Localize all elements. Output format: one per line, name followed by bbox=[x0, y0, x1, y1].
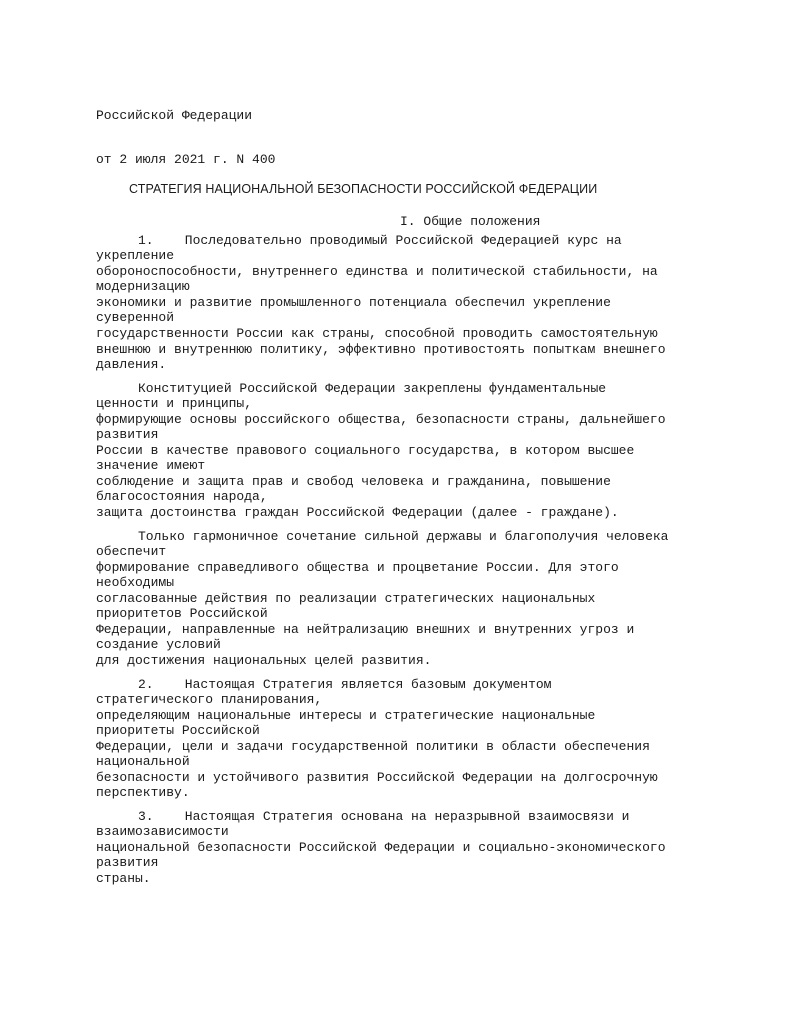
text-line: Федерации, направленные на нейтрализацию внешних и внутренних угроз и bbox=[96, 622, 635, 637]
text-line: обороноспособности, внутреннего единства и политической стабильности, на bbox=[96, 264, 658, 279]
text-line: России в качестве правового социального государства, в котором высшее bbox=[96, 443, 635, 458]
text-line: Конституцией Российской Федерации закреплены фундаментальные bbox=[138, 381, 607, 396]
text-line: развития bbox=[96, 427, 159, 442]
text-line: создание условий bbox=[96, 637, 221, 652]
text-line: формирование справедливого общества и процветание России. Для этого bbox=[96, 560, 619, 575]
issuer-line: Российской Федерации bbox=[96, 108, 253, 123]
text-line: взаимозависимости bbox=[96, 824, 229, 839]
text-line: экономики и развитие промышленного потенциала обеспечил укрепление bbox=[96, 295, 611, 310]
text-line: ценности и принципы, bbox=[96, 396, 253, 411]
text-line: модернизацию bbox=[96, 279, 190, 294]
text-line: суверенной bbox=[96, 310, 175, 325]
text-line: давления. bbox=[96, 357, 167, 372]
text-line: внешнюю и внутреннюю политику, эффективно противостоять попыткам внешнего bbox=[96, 342, 666, 357]
text-line: государственности России как страны, способной проводить самостоятельную bbox=[96, 326, 658, 341]
date-number-line: от 2 июля 2021 г. N 400 bbox=[96, 152, 276, 167]
text-line: страны. bbox=[96, 871, 151, 886]
text-line: благосостояния народа, bbox=[96, 489, 268, 504]
text-line: приоритеты Российской bbox=[96, 723, 260, 738]
text-line: защита достоинства граждан Российской Федерации (далее - граждане). bbox=[96, 505, 619, 520]
text-line: 1. Последовательно проводимый Российской Федерацией курс на bbox=[138, 233, 622, 248]
text-line: соблюдение и защита прав и свобод человека и гражданина, повышение bbox=[96, 474, 611, 489]
document-title: СТРАТЕГИЯ НАЦИОНАЛЬНОЙ БЕЗОПАСНОСТИ РОССИЙСКОЙ ФЕДЕРАЦИИ bbox=[129, 182, 598, 196]
text-line: Федерации, цели и задачи государственной политики в области обеспечения bbox=[96, 739, 650, 754]
text-line: формирующие основы российского общества, безопасности страны, дальнейшего bbox=[96, 412, 666, 427]
text-line: укрепление bbox=[96, 248, 175, 263]
text-line: необходимы bbox=[96, 575, 175, 590]
text-line: определяющим национальные интересы и стратегические национальные bbox=[96, 708, 596, 723]
section-heading: I. Общие положения bbox=[400, 214, 541, 229]
text-line: обеспечит bbox=[96, 544, 167, 559]
text-line: безопасности и устойчивого развития Российской Федерации на долгосрочную bbox=[96, 770, 658, 785]
text-line: стратегического планирования, bbox=[96, 692, 323, 707]
text-line: перспективу. bbox=[96, 785, 190, 800]
text-line: Только гармоничное сочетание сильной державы и благополучия человека bbox=[138, 529, 669, 544]
text-line: согласованные действия по реализации стратегических национальных bbox=[96, 591, 596, 606]
text-line: значение имеют bbox=[96, 458, 206, 473]
text-line: 2. Настоящая Стратегия является базовым документом bbox=[138, 677, 552, 692]
text-line: развития bbox=[96, 855, 159, 870]
text-line: для достижения национальных целей развития. bbox=[96, 653, 432, 668]
text-line: 3. Настоящая Стратегия основана на неразрывной взаимосвязи и bbox=[138, 809, 630, 824]
text-line: национальной bbox=[96, 754, 190, 769]
text-line: национальной безопасности Российской Федерации и социально-экономического bbox=[96, 840, 666, 855]
text-line: приоритетов Российской bbox=[96, 606, 268, 621]
